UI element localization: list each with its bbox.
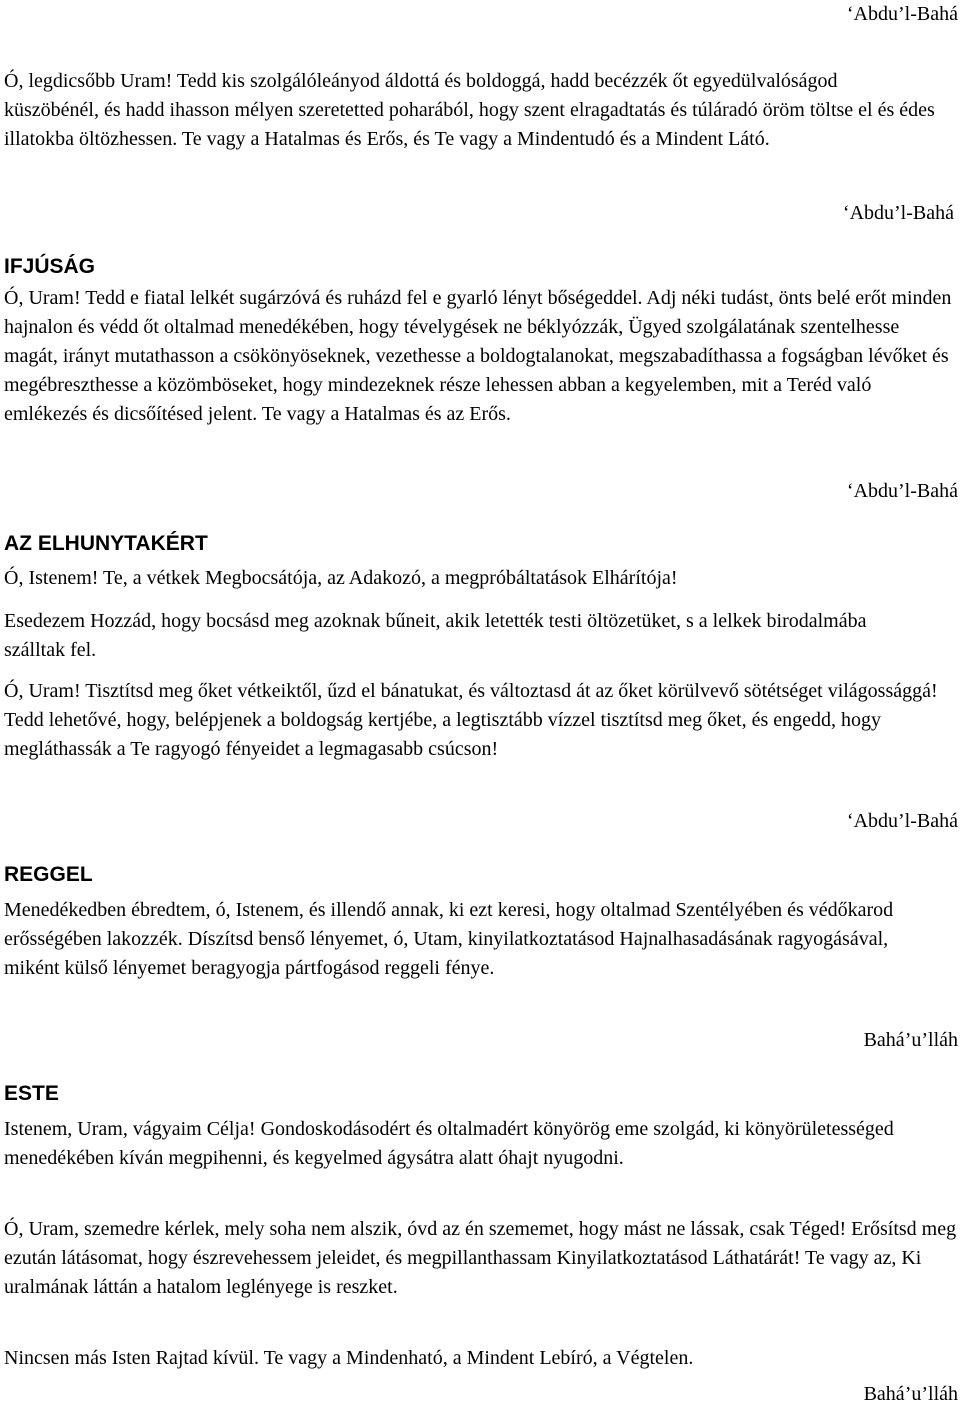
section-heading: AZ ELHUNYTAKÉRT [4,532,208,555]
attribution: ‘Abdu’l-Bahá [846,3,958,25]
prayer-paragraph: Ó, Uram! Tisztítsd meg őket vétkeiktől, űzd el bánatukat, és változtasd át az őket körülvevő sötétséget világossággá! Tedd lehetővé, hogy, belépjenek a boldogság kertjébe, a legtisztább vízzel tisztítsd meg őket, és engedd, hogy megláthassák a Te ragyogó fényeidet a legmagasabb csúcson! [4,680,938,760]
prayer-paragraph: Esedezem Hozzád, hogy bocsásd meg azoknak bűneit, akik letették testi öltözetüket, s a lelkek birodalmába szálltak fel. [4,610,867,661]
prayer-paragraph: Ó, Istenem! Te, a vétkek Megbocsátója, az Adakozó, a megpróbáltatások Elhárítója! [4,567,678,589]
prayer-paragraph: Ó, Uram, szemedre kérlek, mely soha nem alszik, óvd az én szememet, hogy mást ne lássak, csak Téged! Erősítsd meg ezután látásomat, hogy észrevehessem jeleidet, és megpillanthassam Kinyilatkoztatásod Láthatárát! Te vagy az, Ki uralmának láttán a hatalom leglényege is reszket. [4,1218,957,1298]
section-heading: IFJÚSÁG [4,255,96,278]
prayer-paragraph: Nincsen más Isten Rajtad kívül. Te vagy a Mindenható, a Mindent Lebíró, a Végtelen. [4,1347,694,1369]
section-heading: REGGEL [4,863,93,886]
attribution: Bahá’u’lláh [863,1029,958,1051]
attribution: ‘Abdu’l-Bahá [846,480,958,502]
prayer-paragraph: Ó, legdicsőbb Uram! Tedd kis szolgálóleányod áldottá és boldoggá, hadd becézzék őt egyedülvalóságod küszöbénél, és hadd ihasson mélyen szeretetted poharából, hogy szent elragadtatás és túláradó öröm töltse el és édes illatokba öltözhessen. Te vagy a Hatalmas és Erős, és Te vagy a Mindentudó és a Mindent Látó. [4,70,935,150]
prayer-paragraph: Istenem, Uram, vágyaim Célja! Gondoskodásodért és oltalmadért könyörög eme szolgád, ki könyörületességed menedékében kíván megpihenni, és kegyelmed ágysátra alatt óhajt nyugodni. [4,1118,894,1169]
prayer-paragraph: Ó, Uram! Tedd e fiatal lelkét sugárzóvá és ruházd fel e gyarló lényt bőségeddel. Adj néki tudást, önts belé erőt minden hajnalon és védd őt oltalmad menedékében, hogy tévelygések ne béklyózzák, Ügyed szolgálatának szentelhesse magát, irányt mutathasson a csökönyöseknek, vezethesse a boldogtalanokat, megszabadíthassa a fogságban lévőket és megébreszthesse a közömböseket, hogy mindezeknek része lehessen abban a kegyelemben, mit a Teréd való emlékezés és dicsőítésed jelent. Te vagy a Hatalmas és az Erős. [4,287,952,425]
attribution: ‘Abdu’l-Bahá [846,810,958,832]
attribution: Bahá’u’lláh [863,1383,958,1405]
section-heading: ESTE [4,1082,59,1105]
attribution: ‘Abdu’l-Bahá [842,202,954,224]
prayer-paragraph: Menedékedben ébredtem, ó, Istenem, és illendő annak, ki ezt keresi, hogy oltalmad Szentélyében és védőkarod erősségében lakozzék. Díszítsd benső lényemet, ó, Utam, kinyilatkoztatásod Hajnalhasadásának ragyogásával, miként külső lényemet beragyogja pártfogásod reggeli fénye. [4,899,894,979]
